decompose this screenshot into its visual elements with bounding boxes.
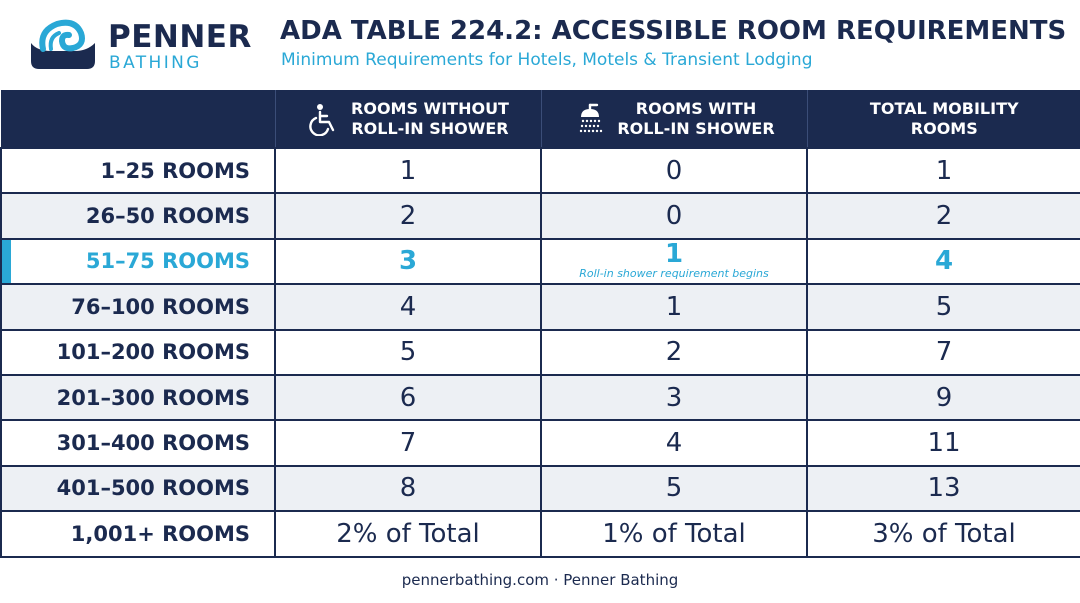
header-total: [807, 90, 1080, 148]
cell-without: 5: [275, 330, 541, 375]
table-row: [1, 375, 1080, 420]
page-title: ADA TABLE 224.2: ACCESSIBLE ROOM REQUIREMENTS: [280, 16, 1067, 46]
table-row: [1, 193, 1080, 238]
row-range: 101–200 ROOMS: [1, 330, 275, 375]
cell-total: 2: [807, 193, 1080, 238]
header-without-line2: ROLL-IN SHOWER: [351, 118, 509, 138]
cell-with: 0: [541, 148, 807, 193]
cell-with: 5: [541, 466, 807, 511]
row-range: 401–500 ROOMS: [1, 466, 275, 511]
brand-name: PENNER: [108, 19, 252, 55]
table-row: [1, 284, 1080, 329]
brand-subname: BATHING: [109, 53, 202, 73]
table-row: [1, 330, 1080, 375]
table-row: [1, 511, 1080, 556]
cell-without: 7: [275, 420, 541, 465]
row-range: 1,001+ ROOMS: [1, 511, 275, 556]
cell-without: 3: [275, 239, 541, 284]
cell-without: 2% of Total: [275, 511, 541, 556]
table-row: [1, 466, 1080, 511]
cell-without: 2: [275, 193, 541, 238]
cell-with-note: [541, 239, 807, 284]
page-subtitle: Minimum Requirements for Hotels, Motels & Transient Lodging: [281, 50, 813, 70]
table-row: [1, 148, 1080, 193]
table-header-row: [1, 90, 1080, 148]
cell-with: 1% of Total: [541, 511, 807, 556]
footer-credit[interactable]: pennerbathing.com · Penner Bathing: [401, 571, 679, 589]
header-with-line1: ROOMS WITH: [635, 98, 757, 118]
wave-logo-icon: [29, 19, 97, 71]
header-total-line1: TOTAL MOBILITY: [869, 98, 1019, 118]
row-range: 1–25 ROOMS: [1, 148, 275, 193]
table-row-highlighted: [1, 239, 1080, 284]
requirements-table: [0, 90, 1080, 558]
header-without-line1: ROOMS WITHOUT: [351, 98, 509, 118]
cell-total: 13: [807, 466, 1080, 511]
header-without-roll-in: [275, 90, 541, 148]
cell-with: 1: [664, 239, 684, 270]
row-range: 51–75 ROOMS: [1, 239, 275, 284]
cell-total: 9: [807, 375, 1080, 420]
table-row: [1, 420, 1080, 465]
cell-total: 7: [807, 330, 1080, 375]
wheelchair-icon: [307, 102, 341, 136]
row-range: 201–300 ROOMS: [1, 375, 275, 420]
cell-with: 1: [541, 284, 807, 329]
shower-icon: [573, 102, 607, 136]
cell-with: 0: [541, 193, 807, 238]
cell-without: 6: [275, 375, 541, 420]
cell-total: 3% of Total: [807, 511, 1080, 556]
cell-without: 4: [275, 284, 541, 329]
header-total-line2: ROOMS: [910, 118, 978, 138]
cell-without: 8: [275, 466, 541, 511]
cell-with: 2: [541, 330, 807, 375]
brand-logo[interactable]: [29, 17, 259, 73]
header-with-line2: ROLL-IN SHOWER: [617, 118, 775, 138]
row-range: 26–50 ROOMS: [1, 193, 275, 238]
cell-total: 5: [807, 284, 1080, 329]
row-range: 301–400 ROOMS: [1, 420, 275, 465]
cell-total: 4: [807, 239, 1080, 284]
cell-with: 3: [541, 375, 807, 420]
cell-without: 1: [275, 148, 541, 193]
cell-total: 11: [807, 420, 1080, 465]
header-with-roll-in: [541, 90, 807, 148]
roll-in-note: Roll-in shower requirement begins: [579, 267, 769, 281]
cell-with: 4: [541, 420, 807, 465]
row-range: 76–100 ROOMS: [1, 284, 275, 329]
cell-total: 1: [807, 148, 1080, 193]
header-range: [1, 90, 275, 148]
